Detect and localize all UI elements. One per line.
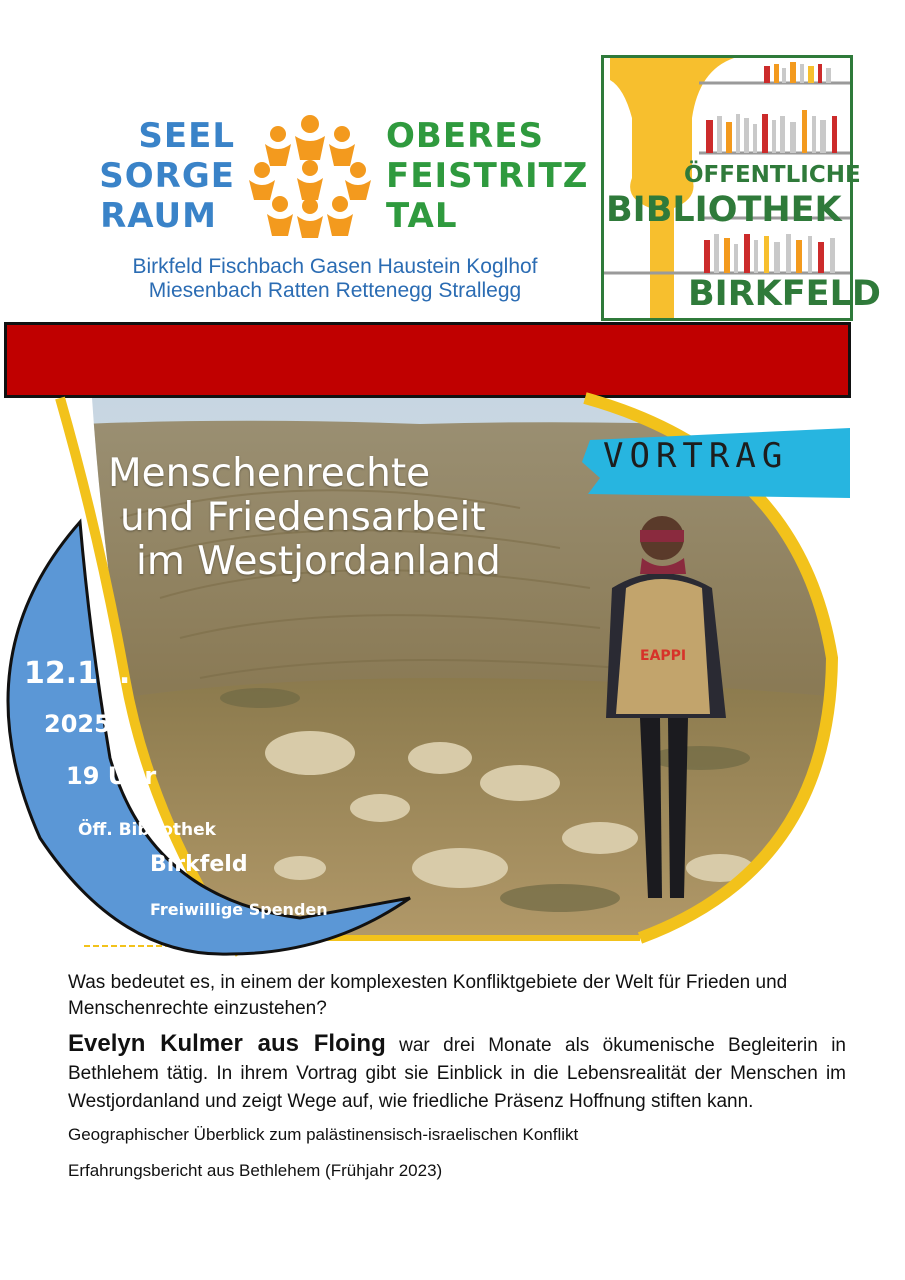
logo-word-raum: RAUM [100, 196, 217, 236]
speaker-description: war drei Monate als ökumenische Begleiterin in Bethlehem tätig. In ihrem Vortrag gibt sie Einblick in die Lebensrealität der Menschen im Westjordanland und zeigt Wege auf, wie friedliche Präsenz Hoffnung stiften kann. [68, 1035, 846, 1112]
venue-line-1: Öff. Bibliothek [78, 820, 216, 840]
logo-word-seel: SEEL [138, 116, 235, 156]
logo-places-line-1: Birkfeld Fischbach Gasen Haustein Koglhof [132, 255, 538, 278]
people-circle-icon [240, 112, 380, 240]
topic-2: Erfahrungsbericht aus Bethlehem (Frühjahr 2023) [68, 1161, 443, 1180]
speaker-name: Evelyn Kulmer aus Floing [68, 1030, 386, 1057]
logo-word-tal: TAL [386, 196, 458, 236]
vest-label: EAPPI [640, 648, 687, 664]
title-line-1: Menschenrechte [108, 451, 431, 496]
title-line-3: im Westjordanland [136, 539, 501, 584]
title-line-2: und Friedensarbeit [120, 495, 486, 540]
event-year: 2025 [44, 710, 111, 738]
logo-word-sorge: SORGE [99, 156, 235, 196]
poster-title [108, 452, 501, 584]
speaker-paragraph [68, 1030, 846, 1116]
library-name-line-3: BIRKFELD [688, 274, 881, 314]
seelsorgeraum-logo [90, 112, 589, 307]
red-banner-bar [4, 322, 851, 398]
library-name-line-1: ÖFFENTLICHE [684, 162, 861, 188]
library-logo [601, 55, 881, 321]
article-text [68, 970, 846, 1182]
donation-note: Freiwillige Spenden [150, 900, 328, 919]
vortrag-badge-label: VORTRAG [603, 436, 789, 476]
event-time: 19 Uhr [66, 762, 157, 790]
event-date: 12.12. [24, 656, 131, 691]
logo-word-feistritz: FEISTRITZ [386, 156, 589, 196]
library-name-line-2: BIBLIOTHEK [606, 190, 842, 230]
logo-word-oberes: OBERES [386, 116, 544, 156]
topic-1: Geographischer Überblick zum palästinensisch-israelischen Konflikt [68, 1125, 579, 1144]
logo-right-words [386, 116, 588, 236]
logo-left-words [90, 116, 235, 236]
venue-line-2: Birkfeld [150, 852, 248, 877]
event-poster [0, 398, 852, 954]
intro-paragraph: Was bedeutet es, in einem der komplexesten Konfliktgebiete der Welt für Frieden und Menschenrechte einzustehen? [68, 972, 788, 1019]
logo-places-line-2: Miesenbach Ratten Rettenegg Strallegg [148, 279, 522, 302]
